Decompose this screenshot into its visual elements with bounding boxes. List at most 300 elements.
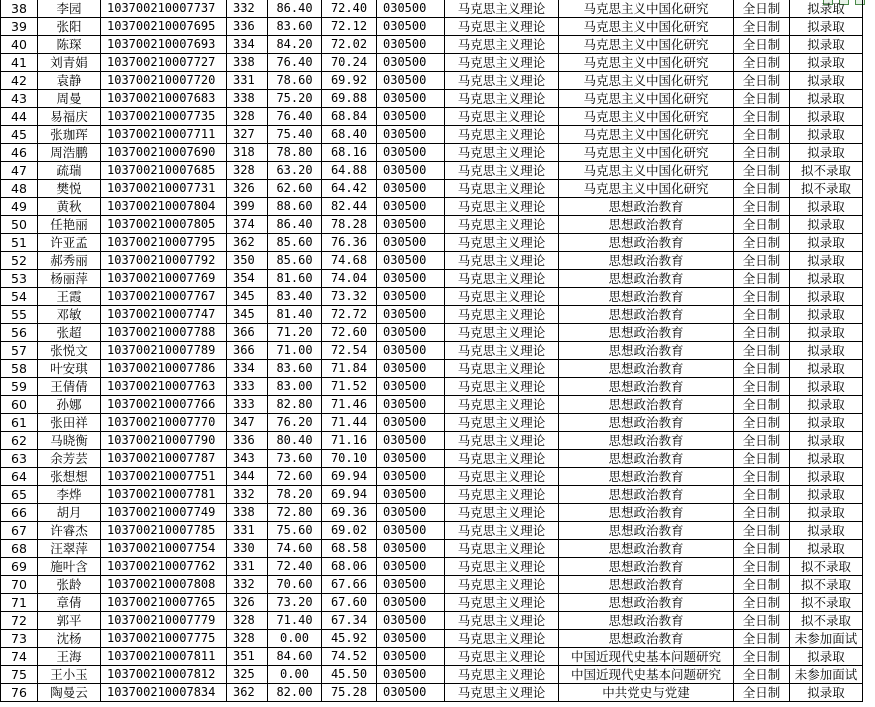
interview-score-cell: 81.60 <box>268 270 322 288</box>
major-name-cell: 马克思主义理论 <box>445 108 559 126</box>
candidate-name-cell: 张珈珲 <box>38 126 101 144</box>
initial-score-cell: 354 <box>227 270 268 288</box>
study-mode-cell: 全日制 <box>734 54 790 72</box>
table-row <box>1 144 863 162</box>
interview-score-cell: 80.40 <box>268 432 322 450</box>
admission-result-cell: 拟不录取 <box>790 594 863 612</box>
candidate-name-cell: 马晓衡 <box>38 432 101 450</box>
candidate-name-cell: 沈杨 <box>38 630 101 648</box>
row-index-cell: 73 <box>1 630 38 648</box>
final-score-cell: 70.24 <box>322 54 377 72</box>
final-score-cell: 69.02 <box>322 522 377 540</box>
final-score-cell: 67.66 <box>322 576 377 594</box>
exam-id-cell: 103700210007685 <box>101 162 227 180</box>
major-code-cell: 030500 <box>377 144 445 162</box>
study-mode-cell: 全日制 <box>734 540 790 558</box>
interview-score-cell: 0.00 <box>268 666 322 684</box>
study-mode-cell: 全日制 <box>734 18 790 36</box>
final-score-cell: 69.92 <box>322 72 377 90</box>
major-name-cell: 马克思主义理论 <box>445 396 559 414</box>
row-index-cell: 41 <box>1 54 38 72</box>
final-score-cell: 76.36 <box>322 234 377 252</box>
initial-score-cell: 366 <box>227 342 268 360</box>
candidate-name-cell: 张悦文 <box>38 342 101 360</box>
exam-id-cell: 103700210007751 <box>101 468 227 486</box>
initial-score-cell: 328 <box>227 612 268 630</box>
interview-score-cell: 86.40 <box>268 0 322 18</box>
interview-score-cell: 0.00 <box>268 630 322 648</box>
exam-id-cell: 103700210007788 <box>101 324 227 342</box>
final-score-cell: 45.50 <box>322 666 377 684</box>
research-direction-cell: 思想政治教育 <box>559 198 734 216</box>
row-index-cell: 69 <box>1 558 38 576</box>
candidate-name-cell: 樊悦 <box>38 180 101 198</box>
admission-result-cell: 拟录取 <box>790 18 863 36</box>
exam-id-cell: 103700210007731 <box>101 180 227 198</box>
row-index-cell: 52 <box>1 252 38 270</box>
final-score-cell: 68.40 <box>322 126 377 144</box>
final-score-cell: 69.94 <box>322 486 377 504</box>
candidate-name-cell: 周浩鹏 <box>38 144 101 162</box>
major-code-cell: 030500 <box>377 54 445 72</box>
admission-result-cell: 拟录取 <box>790 522 863 540</box>
row-index-cell: 48 <box>1 180 38 198</box>
initial-score-cell: 326 <box>227 594 268 612</box>
major-code-cell: 030500 <box>377 90 445 108</box>
initial-score-cell: 362 <box>227 684 268 702</box>
major-code-cell: 030500 <box>377 198 445 216</box>
study-mode-cell: 全日制 <box>734 648 790 666</box>
major-code-cell: 030500 <box>377 504 445 522</box>
major-code-cell: 030500 <box>377 522 445 540</box>
study-mode-cell: 全日制 <box>734 576 790 594</box>
admission-result-cell: 拟录取 <box>790 234 863 252</box>
research-direction-cell: 思想政治教育 <box>559 414 734 432</box>
research-direction-cell: 思想政治教育 <box>559 234 734 252</box>
major-name-cell: 马克思主义理论 <box>445 414 559 432</box>
exam-id-cell: 103700210007695 <box>101 18 227 36</box>
major-name-cell: 马克思主义理论 <box>445 648 559 666</box>
interview-score-cell: 63.20 <box>268 162 322 180</box>
admission-result-cell: 拟录取 <box>790 108 863 126</box>
exam-id-cell: 103700210007766 <box>101 396 227 414</box>
study-mode-cell: 全日制 <box>734 0 790 18</box>
candidate-name-cell: 叶安琪 <box>38 360 101 378</box>
major-code-cell: 030500 <box>377 216 445 234</box>
table-row <box>1 468 863 486</box>
exam-id-cell: 103700210007765 <box>101 594 227 612</box>
candidate-name-cell: 章倩 <box>38 594 101 612</box>
research-direction-cell: 思想政治教育 <box>559 558 734 576</box>
final-score-cell: 72.02 <box>322 36 377 54</box>
table-body <box>1 0 863 702</box>
table-row <box>1 198 863 216</box>
interview-score-cell: 73.20 <box>268 594 322 612</box>
initial-score-cell: 399 <box>227 198 268 216</box>
interview-score-cell: 84.60 <box>268 648 322 666</box>
row-index-cell: 44 <box>1 108 38 126</box>
admission-result-cell: 拟录取 <box>790 342 863 360</box>
exam-id-cell: 103700210007790 <box>101 432 227 450</box>
research-direction-cell: 思想政治教育 <box>559 378 734 396</box>
interview-score-cell: 81.40 <box>268 306 322 324</box>
major-name-cell: 马克思主义理论 <box>445 342 559 360</box>
major-code-cell: 030500 <box>377 288 445 306</box>
interview-score-cell: 72.40 <box>268 558 322 576</box>
row-index-cell: 75 <box>1 666 38 684</box>
initial-score-cell: 351 <box>227 648 268 666</box>
admission-result-cell: 拟录取 <box>790 54 863 72</box>
study-mode-cell: 全日制 <box>734 504 790 522</box>
study-mode-cell: 全日制 <box>734 252 790 270</box>
candidate-name-cell: 张龄 <box>38 576 101 594</box>
major-name-cell: 马克思主义理论 <box>445 558 559 576</box>
table-row <box>1 18 863 36</box>
study-mode-cell: 全日制 <box>734 162 790 180</box>
table-row <box>1 54 863 72</box>
admission-result-cell: 拟录取 <box>790 90 863 108</box>
exam-id-cell: 103700210007805 <box>101 216 227 234</box>
candidate-name-cell: 张田祥 <box>38 414 101 432</box>
row-index-cell: 67 <box>1 522 38 540</box>
study-mode-cell: 全日制 <box>734 468 790 486</box>
table-row <box>1 486 863 504</box>
final-score-cell: 74.68 <box>322 252 377 270</box>
candidate-name-cell: 王霞 <box>38 288 101 306</box>
table-row <box>1 612 863 630</box>
research-direction-cell: 马克思主义中国化研究 <box>559 90 734 108</box>
row-index-cell: 45 <box>1 126 38 144</box>
major-code-cell: 030500 <box>377 180 445 198</box>
initial-score-cell: 336 <box>227 18 268 36</box>
exam-id-cell: 103700210007808 <box>101 576 227 594</box>
row-index-cell: 59 <box>1 378 38 396</box>
initial-score-cell: 334 <box>227 360 268 378</box>
major-code-cell: 030500 <box>377 108 445 126</box>
study-mode-cell: 全日制 <box>734 72 790 90</box>
row-index-cell: 43 <box>1 90 38 108</box>
study-mode-cell: 全日制 <box>734 378 790 396</box>
admission-result-cell: 拟录取 <box>790 288 863 306</box>
study-mode-cell: 全日制 <box>734 450 790 468</box>
final-score-cell: 68.58 <box>322 540 377 558</box>
research-direction-cell: 思想政治教育 <box>559 468 734 486</box>
major-code-cell: 030500 <box>377 270 445 288</box>
study-mode-cell: 全日制 <box>734 414 790 432</box>
table-row <box>1 594 863 612</box>
initial-score-cell: 325 <box>227 666 268 684</box>
table-row <box>1 306 863 324</box>
research-direction-cell: 思想政治教育 <box>559 576 734 594</box>
major-name-cell: 马克思主义理论 <box>445 216 559 234</box>
major-name-cell: 马克思主义理论 <box>445 0 559 18</box>
initial-score-cell: 338 <box>227 90 268 108</box>
table-row <box>1 90 863 108</box>
study-mode-cell: 全日制 <box>734 288 790 306</box>
major-name-cell: 马克思主义理论 <box>445 162 559 180</box>
exam-id-cell: 103700210007792 <box>101 252 227 270</box>
study-mode-cell: 全日制 <box>734 270 790 288</box>
exam-id-cell: 103700210007769 <box>101 270 227 288</box>
research-direction-cell: 马克思主义中国化研究 <box>559 54 734 72</box>
table-row <box>1 342 863 360</box>
candidate-name-cell: 张超 <box>38 324 101 342</box>
interview-score-cell: 82.80 <box>268 396 322 414</box>
exam-id-cell: 103700210007785 <box>101 522 227 540</box>
major-name-cell: 马克思主义理论 <box>445 450 559 468</box>
row-index-cell: 68 <box>1 540 38 558</box>
table-row <box>1 270 863 288</box>
major-name-cell: 马克思主义理论 <box>445 612 559 630</box>
final-score-cell: 73.32 <box>322 288 377 306</box>
study-mode-cell: 全日制 <box>734 144 790 162</box>
major-code-cell: 030500 <box>377 576 445 594</box>
major-code-cell: 030500 <box>377 126 445 144</box>
major-code-cell: 030500 <box>377 432 445 450</box>
admission-result-cell: 拟录取 <box>790 504 863 522</box>
study-mode-cell: 全日制 <box>734 558 790 576</box>
candidate-name-cell: 周曼 <box>38 90 101 108</box>
research-direction-cell: 思想政治教育 <box>559 486 734 504</box>
final-score-cell: 67.34 <box>322 612 377 630</box>
initial-score-cell: 362 <box>227 234 268 252</box>
research-direction-cell: 思想政治教育 <box>559 522 734 540</box>
initial-score-cell: 331 <box>227 522 268 540</box>
research-direction-cell: 马克思主义中国化研究 <box>559 144 734 162</box>
final-score-cell: 68.84 <box>322 108 377 126</box>
major-code-cell: 030500 <box>377 648 445 666</box>
admission-result-cell: 拟录取 <box>790 306 863 324</box>
major-name-cell: 马克思主义理论 <box>445 594 559 612</box>
candidate-name-cell: 陈琛 <box>38 36 101 54</box>
interview-score-cell: 72.80 <box>268 504 322 522</box>
final-score-cell: 67.60 <box>322 594 377 612</box>
row-index-cell: 57 <box>1 342 38 360</box>
interview-score-cell: 71.00 <box>268 342 322 360</box>
final-score-cell: 69.88 <box>322 90 377 108</box>
candidate-name-cell: 许亚孟 <box>38 234 101 252</box>
initial-score-cell: 345 <box>227 306 268 324</box>
admission-result-cell: 拟录取 <box>790 36 863 54</box>
exam-id-cell: 103700210007795 <box>101 234 227 252</box>
research-direction-cell: 思想政治教育 <box>559 324 734 342</box>
row-index-cell: 64 <box>1 468 38 486</box>
major-name-cell: 马克思主义理论 <box>445 576 559 594</box>
initial-score-cell: 347 <box>227 414 268 432</box>
initial-score-cell: 332 <box>227 0 268 18</box>
study-mode-cell: 全日制 <box>734 486 790 504</box>
major-code-cell: 030500 <box>377 18 445 36</box>
final-score-cell: 64.88 <box>322 162 377 180</box>
major-code-cell: 030500 <box>377 486 445 504</box>
candidate-name-cell: 余芳芸 <box>38 450 101 468</box>
major-name-cell: 马克思主义理论 <box>445 180 559 198</box>
major-code-cell: 030500 <box>377 414 445 432</box>
major-code-cell: 030500 <box>377 594 445 612</box>
row-index-cell: 50 <box>1 216 38 234</box>
major-name-cell: 马克思主义理论 <box>445 126 559 144</box>
admission-result-cell: 拟录取 <box>790 72 863 90</box>
candidate-name-cell: 王小玉 <box>38 666 101 684</box>
final-score-cell: 45.92 <box>322 630 377 648</box>
row-index-cell: 38 <box>1 0 38 18</box>
row-index-cell: 63 <box>1 450 38 468</box>
interview-score-cell: 86.40 <box>268 216 322 234</box>
study-mode-cell: 全日制 <box>734 234 790 252</box>
candidate-name-cell: 汪翠萍 <box>38 540 101 558</box>
research-direction-cell: 思想政治教育 <box>559 342 734 360</box>
final-score-cell: 72.60 <box>322 324 377 342</box>
candidate-name-cell: 黄秋 <box>38 198 101 216</box>
admission-result-cell: 拟录取 <box>790 144 863 162</box>
row-index-cell: 53 <box>1 270 38 288</box>
table-row <box>1 234 863 252</box>
initial-score-cell: 334 <box>227 36 268 54</box>
admission-result-cell: 拟不录取 <box>790 558 863 576</box>
table-row <box>1 216 863 234</box>
research-direction-cell: 思想政治教育 <box>559 306 734 324</box>
initial-score-cell: 345 <box>227 288 268 306</box>
row-index-cell: 49 <box>1 198 38 216</box>
major-name-cell: 马克思主义理论 <box>445 144 559 162</box>
exam-id-cell: 103700210007767 <box>101 288 227 306</box>
exam-id-cell: 103700210007787 <box>101 450 227 468</box>
admission-result-cell: 拟录取 <box>790 360 863 378</box>
final-score-cell: 71.84 <box>322 360 377 378</box>
research-direction-cell: 马克思主义中国化研究 <box>559 72 734 90</box>
research-direction-cell: 马克思主义中国化研究 <box>559 126 734 144</box>
candidate-name-cell: 许睿杰 <box>38 522 101 540</box>
final-score-cell: 69.94 <box>322 468 377 486</box>
major-name-cell: 马克思主义理论 <box>445 630 559 648</box>
row-index-cell: 56 <box>1 324 38 342</box>
major-code-cell: 030500 <box>377 72 445 90</box>
initial-score-cell: 328 <box>227 108 268 126</box>
candidate-name-cell: 疏瑞 <box>38 162 101 180</box>
table-row <box>1 576 863 594</box>
interview-score-cell: 83.00 <box>268 378 322 396</box>
major-name-cell: 马克思主义理论 <box>445 252 559 270</box>
table-row <box>1 180 863 198</box>
row-index-cell: 61 <box>1 414 38 432</box>
table-row <box>1 162 863 180</box>
initial-score-cell: 330 <box>227 540 268 558</box>
research-direction-cell: 思想政治教育 <box>559 450 734 468</box>
study-mode-cell: 全日制 <box>734 324 790 342</box>
candidate-name-cell: 张想想 <box>38 468 101 486</box>
research-direction-cell: 思想政治教育 <box>559 594 734 612</box>
major-name-cell: 马克思主义理论 <box>445 486 559 504</box>
exam-id-cell: 103700210007737 <box>101 0 227 18</box>
row-index-cell: 66 <box>1 504 38 522</box>
exam-id-cell: 103700210007735 <box>101 108 227 126</box>
final-score-cell: 82.44 <box>322 198 377 216</box>
exam-id-cell: 103700210007693 <box>101 36 227 54</box>
major-name-cell: 马克思主义理论 <box>445 288 559 306</box>
admission-result-cell: 拟录取 <box>790 684 863 702</box>
exam-id-cell: 103700210007770 <box>101 414 227 432</box>
exam-id-cell: 103700210007720 <box>101 72 227 90</box>
major-code-cell: 030500 <box>377 234 445 252</box>
interview-score-cell: 76.40 <box>268 108 322 126</box>
row-index-cell: 76 <box>1 684 38 702</box>
interview-score-cell: 78.20 <box>268 486 322 504</box>
table-row <box>1 414 863 432</box>
major-name-cell: 马克思主义理论 <box>445 72 559 90</box>
admission-result-cell: 拟录取 <box>790 648 863 666</box>
major-name-cell: 马克思主义理论 <box>445 432 559 450</box>
row-index-cell: 62 <box>1 432 38 450</box>
initial-score-cell: 332 <box>227 576 268 594</box>
research-direction-cell: 马克思主义中国化研究 <box>559 0 734 18</box>
final-score-cell: 70.10 <box>322 450 377 468</box>
row-index-cell: 54 <box>1 288 38 306</box>
exam-id-cell: 103700210007834 <box>101 684 227 702</box>
research-direction-cell: 马克思主义中国化研究 <box>559 18 734 36</box>
interview-score-cell: 62.60 <box>268 180 322 198</box>
table-row <box>1 558 863 576</box>
candidate-name-cell: 孙娜 <box>38 396 101 414</box>
table-row <box>1 630 863 648</box>
interview-score-cell: 83.40 <box>268 288 322 306</box>
exam-id-cell: 103700210007775 <box>101 630 227 648</box>
row-index-cell: 71 <box>1 594 38 612</box>
table-row <box>1 504 863 522</box>
table-row <box>1 396 863 414</box>
admission-result-cell: 拟录取 <box>790 396 863 414</box>
research-direction-cell: 中国近现代史基本问题研究 <box>559 648 734 666</box>
major-name-cell: 马克思主义理论 <box>445 54 559 72</box>
major-name-cell: 马克思主义理论 <box>445 324 559 342</box>
final-score-cell: 74.04 <box>322 270 377 288</box>
interview-score-cell: 75.40 <box>268 126 322 144</box>
major-name-cell: 马克思主义理论 <box>445 468 559 486</box>
candidate-name-cell: 刘青娟 <box>38 54 101 72</box>
study-mode-cell: 全日制 <box>734 216 790 234</box>
exam-id-cell: 103700210007727 <box>101 54 227 72</box>
research-direction-cell: 马克思主义中国化研究 <box>559 36 734 54</box>
interview-score-cell: 78.80 <box>268 144 322 162</box>
initial-score-cell: 331 <box>227 558 268 576</box>
major-code-cell: 030500 <box>377 396 445 414</box>
candidate-name-cell: 施叶含 <box>38 558 101 576</box>
final-score-cell: 72.12 <box>322 18 377 36</box>
candidate-name-cell: 李烨 <box>38 486 101 504</box>
major-code-cell: 030500 <box>377 558 445 576</box>
final-score-cell: 71.16 <box>322 432 377 450</box>
interview-score-cell: 71.40 <box>268 612 322 630</box>
admission-result-cell: 拟录取 <box>790 540 863 558</box>
final-score-cell: 68.16 <box>322 144 377 162</box>
research-direction-cell: 思想政治教育 <box>559 630 734 648</box>
admission-result-cell: 拟录取 <box>790 0 863 18</box>
initial-score-cell: 338 <box>227 54 268 72</box>
research-direction-cell: 马克思主义中国化研究 <box>559 108 734 126</box>
interview-score-cell: 88.60 <box>268 198 322 216</box>
candidate-name-cell: 胡月 <box>38 504 101 522</box>
study-mode-cell: 全日制 <box>734 360 790 378</box>
major-code-cell: 030500 <box>377 324 445 342</box>
major-name-cell: 马克思主义理论 <box>445 504 559 522</box>
initial-score-cell: 344 <box>227 468 268 486</box>
table-row <box>1 288 863 306</box>
exam-id-cell: 103700210007779 <box>101 612 227 630</box>
major-code-cell: 030500 <box>377 612 445 630</box>
study-mode-cell: 全日制 <box>734 432 790 450</box>
research-direction-cell: 思想政治教育 <box>559 360 734 378</box>
major-code-cell: 030500 <box>377 666 445 684</box>
study-mode-cell: 全日制 <box>734 36 790 54</box>
